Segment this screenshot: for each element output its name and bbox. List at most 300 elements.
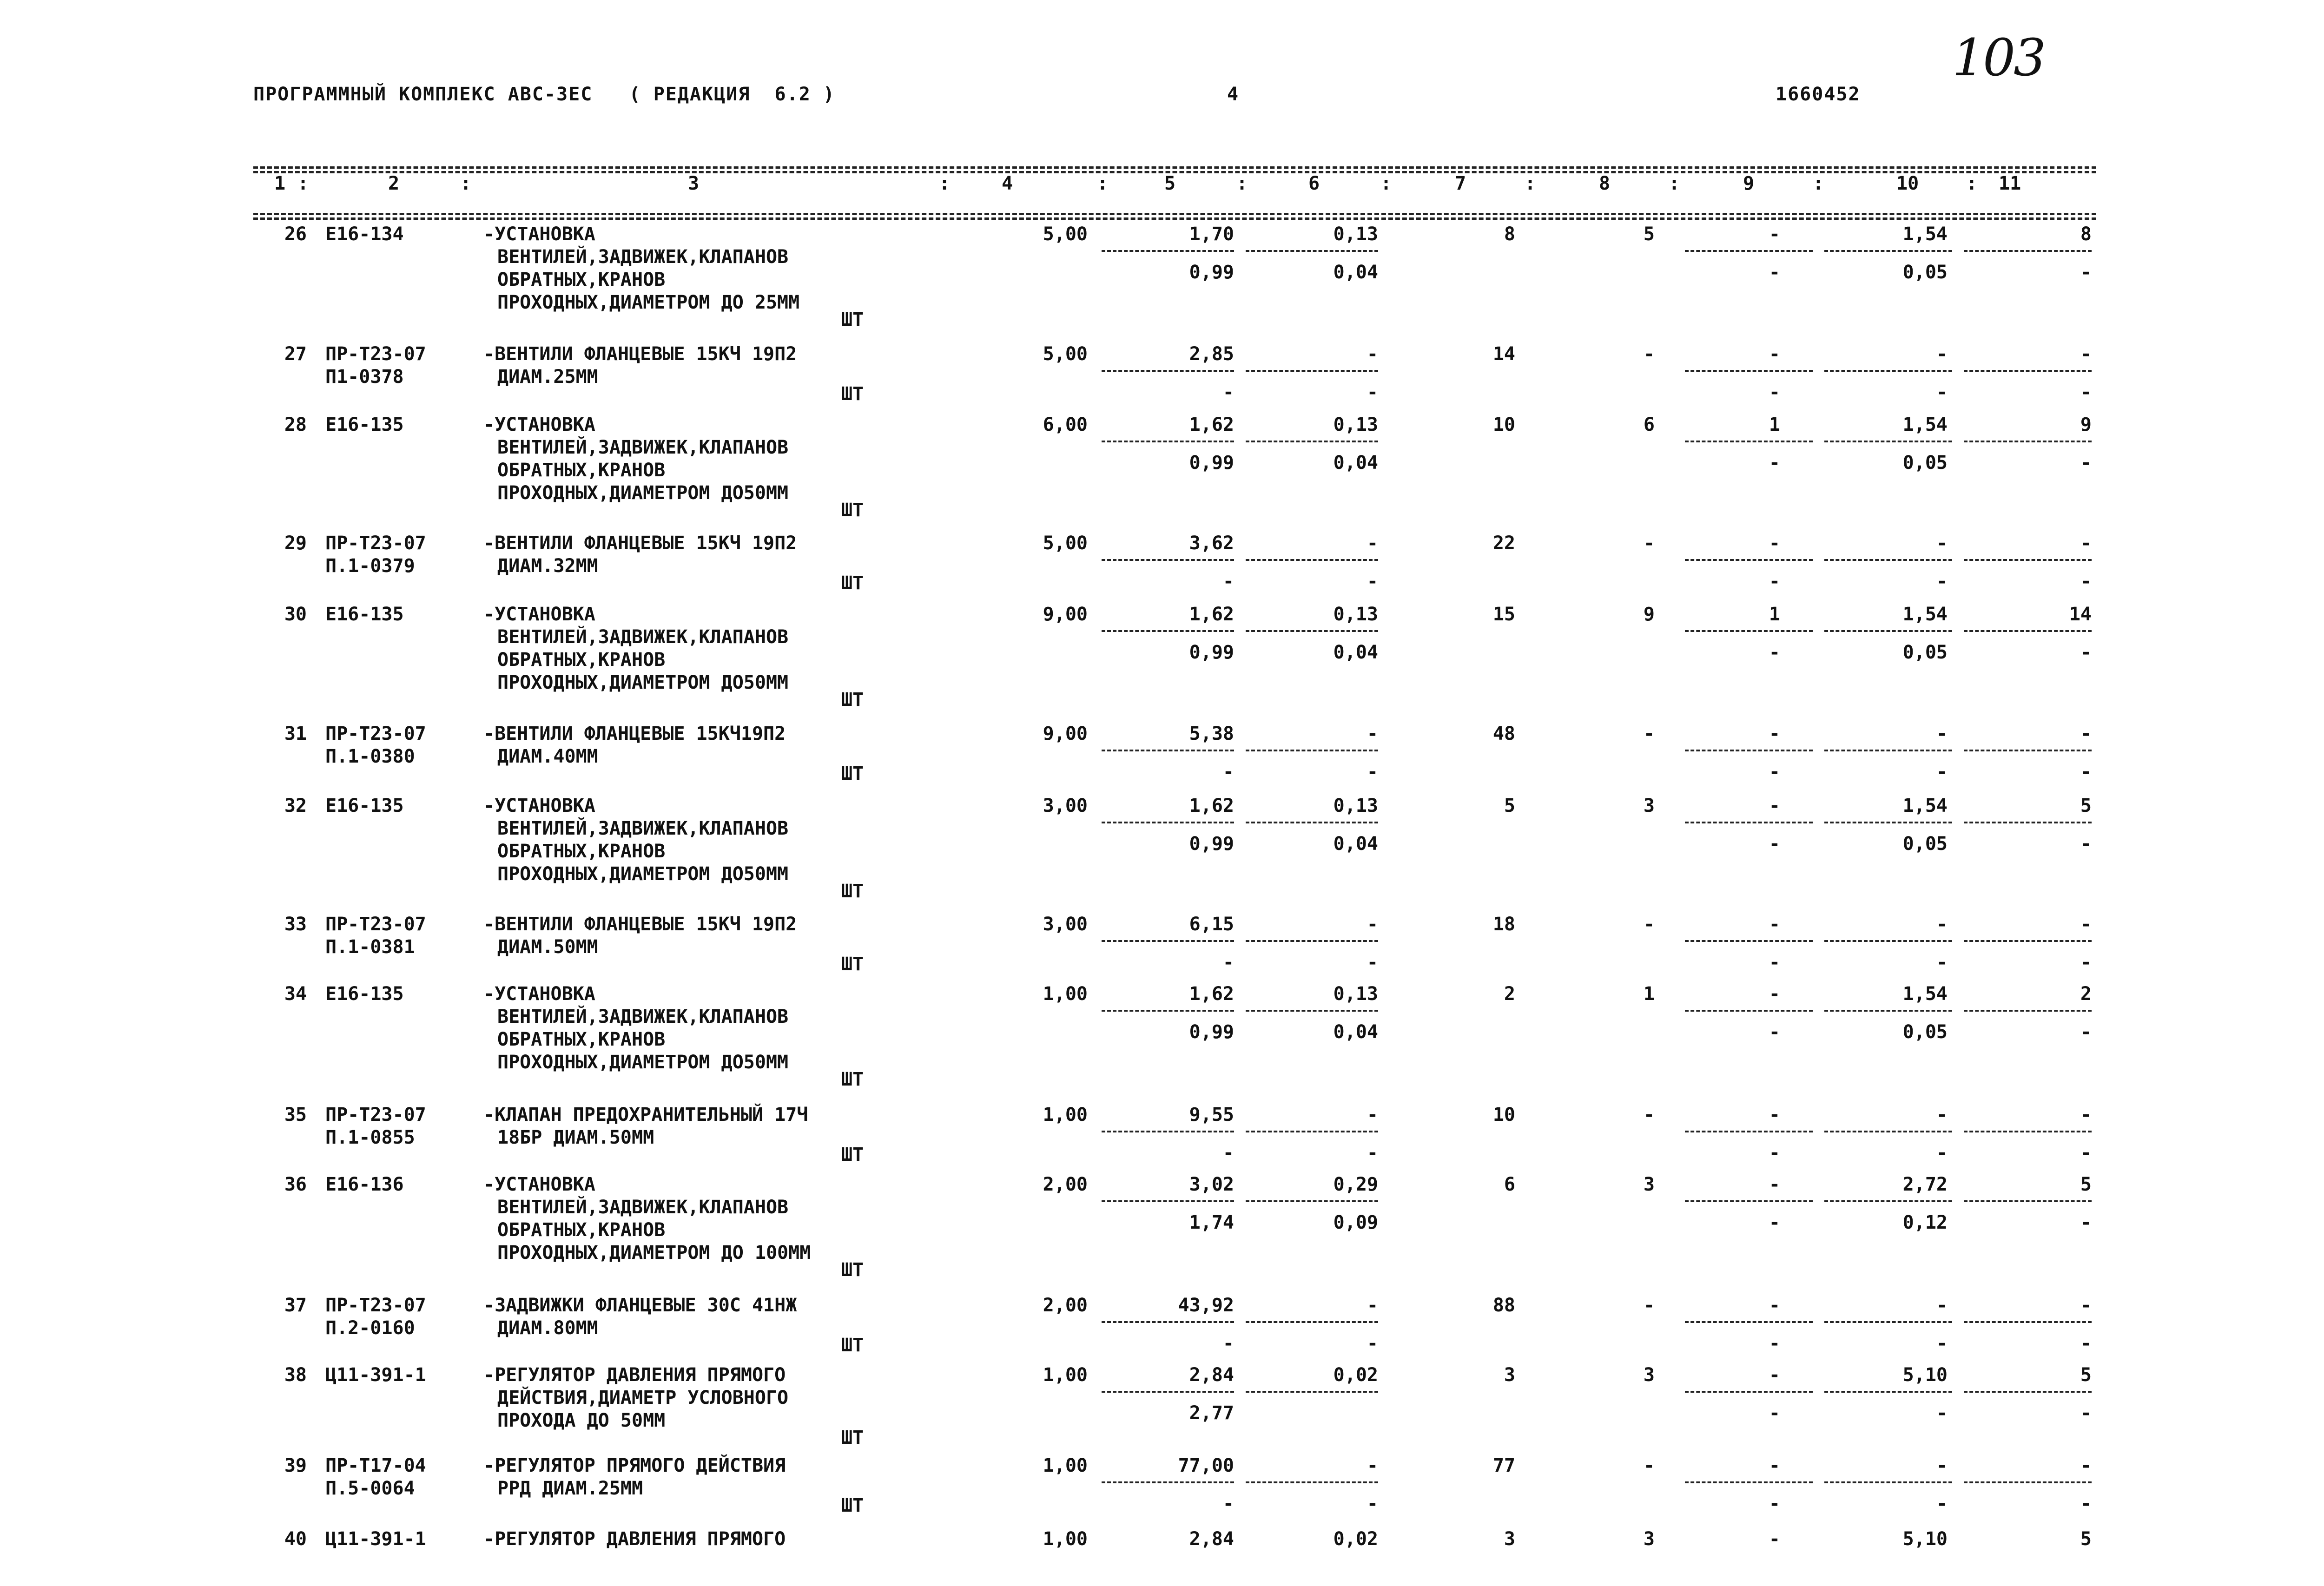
cell-underline <box>1964 750 2092 751</box>
cell-c7: 8 <box>1504 224 1515 245</box>
row-code: ПР-Т23-07 <box>325 914 426 935</box>
cell-c10: 1,54 <box>1902 414 1948 435</box>
subcell-c5: - <box>1222 382 1234 403</box>
cell-c4: 1,00 <box>1043 1104 1088 1125</box>
column-header-6: 6 <box>1308 173 1320 194</box>
cell-c9: - <box>1769 1295 1780 1316</box>
cell-c8: 5 <box>1643 224 1655 245</box>
row-description: ДИАМ.50ММ <box>497 936 598 958</box>
cell-underline <box>1685 370 1813 372</box>
cell-c4: 2,00 <box>1043 1295 1088 1316</box>
row-code: Е16-135 <box>325 795 404 816</box>
cell-underline <box>1685 1481 1813 1483</box>
row-description: ВЕНТИЛЕЙ,ЗАДВИЖЕК,КЛАПАНОВ <box>497 818 789 839</box>
cell-c5: 1,62 <box>1189 414 1234 435</box>
row-unit: ШТ <box>841 763 864 784</box>
cell-underline <box>1964 1131 2092 1132</box>
row-description: ВЕНТИЛЕЙ,ЗАДВИЖЕК,КЛАПАНОВ <box>497 1197 789 1218</box>
cell-underline <box>1824 370 1952 372</box>
cell-underline <box>1102 1200 1234 1202</box>
subcell-c9: - <box>1769 761 1780 783</box>
cell-c6: 0,02 <box>1333 1364 1378 1386</box>
row-description: ВЕНТИЛЕЙ,ЗАДВИЖЕК,КЛАПАНОВ <box>497 437 789 458</box>
cell-underline <box>1246 1010 1378 1012</box>
row-description: ВЕНТИЛЕЙ,ЗАДВИЖЕК,КЛАПАНОВ <box>497 626 789 648</box>
row-number: 36 <box>284 1174 307 1195</box>
row-description: ДИАМ.40ММ <box>497 746 598 767</box>
row-description: ДИАМ.25ММ <box>497 366 598 388</box>
cell-c10: - <box>1936 1104 1948 1125</box>
column-separator: : <box>939 173 951 194</box>
cell-underline <box>1824 1131 1952 1132</box>
subcell-c10: 0,05 <box>1902 833 1948 855</box>
cell-c8: 3 <box>1643 1528 1655 1550</box>
row-number: 33 <box>284 914 307 935</box>
row-code: П.2-0160 <box>325 1317 415 1339</box>
row-code: П.1-0379 <box>325 555 415 577</box>
cell-c6: - <box>1367 1104 1378 1125</box>
column-separator: : <box>460 173 472 194</box>
cell-underline <box>1964 559 2092 561</box>
cell-c9: - <box>1769 723 1780 744</box>
subcell-c9: - <box>1769 262 1780 283</box>
row-description: ПРОХОДА ДО 50ММ <box>497 1410 666 1431</box>
subcell-c6: - <box>1367 1493 1378 1514</box>
cell-c5: 77,00 <box>1178 1455 1234 1476</box>
cell-c10: 1,54 <box>1902 604 1948 625</box>
cell-c4: 9,00 <box>1043 604 1088 625</box>
cell-c5: 2,84 <box>1189 1528 1234 1550</box>
cell-c8: 9 <box>1643 604 1655 625</box>
cell-c4: 1,00 <box>1043 1455 1088 1476</box>
cell-c7: 14 <box>1492 343 1515 365</box>
cell-underline <box>1685 441 1813 442</box>
subcell-c10: - <box>1936 1402 1948 1424</box>
subcell-c5: 1,74 <box>1189 1212 1234 1233</box>
cell-underline <box>1964 250 2092 252</box>
subcell-c11: - <box>2080 1493 2092 1514</box>
cell-c11: - <box>2080 1295 2092 1316</box>
cell-underline <box>1824 250 1952 252</box>
row-number: 38 <box>284 1364 307 1386</box>
subcell-c10: - <box>1936 1142 1948 1164</box>
cell-c5: 43,92 <box>1178 1295 1234 1316</box>
column-header-10: 10 <box>1896 173 1919 194</box>
subcell-c6: 0,04 <box>1333 452 1378 474</box>
subcell-c5: 2,77 <box>1189 1402 1234 1424</box>
cell-c9: - <box>1769 795 1780 816</box>
cell-c6: 0,13 <box>1333 795 1378 816</box>
row-code: Ц11-391-1 <box>325 1364 426 1386</box>
cell-underline <box>1964 630 2092 632</box>
row-code: Е16-135 <box>325 414 404 435</box>
row-unit: ШТ <box>841 881 864 902</box>
cell-c8: - <box>1643 343 1655 365</box>
row-description: ОБРАТНЫХ,КРАНОВ <box>497 1029 666 1050</box>
cell-underline <box>1246 940 1378 942</box>
subcell-c10: 0,05 <box>1902 452 1948 474</box>
subcell-c11: - <box>2080 761 2092 783</box>
row-code: ПР-Т17-04 <box>325 1455 426 1476</box>
row-code: Е16-135 <box>325 604 404 625</box>
cell-c5: 2,84 <box>1189 1364 1234 1386</box>
cell-underline <box>1246 750 1378 751</box>
subcell-c9: - <box>1769 952 1780 973</box>
cell-c11: - <box>2080 914 2092 935</box>
column-header-11: 11 <box>1999 173 2021 194</box>
cell-c7: 2 <box>1504 983 1515 1005</box>
cell-underline <box>1824 1481 1952 1483</box>
subcell-c5: - <box>1222 1142 1234 1164</box>
cell-c5: 1,62 <box>1189 604 1234 625</box>
subcell-c5: - <box>1222 1493 1234 1514</box>
cell-c5: 6,15 <box>1189 914 1234 935</box>
document-code: 1660452 <box>1776 84 1861 105</box>
column-header-8: 8 <box>1599 173 1611 194</box>
cell-underline <box>1824 1391 1952 1393</box>
cell-c11: 5 <box>2080 1174 2092 1195</box>
cell-c7: 22 <box>1492 533 1515 554</box>
row-number: 31 <box>284 723 307 744</box>
cell-underline <box>1246 1481 1378 1483</box>
cell-c7: 3 <box>1504 1528 1515 1550</box>
subcell-c10: - <box>1936 1333 1948 1354</box>
cell-c11: - <box>2080 1104 2092 1125</box>
subcell-c6: - <box>1367 382 1378 403</box>
cell-c6: 0,13 <box>1333 604 1378 625</box>
subcell-c11: - <box>2080 1402 2092 1424</box>
cell-underline <box>1246 1391 1378 1393</box>
cell-underline <box>1102 1131 1234 1132</box>
cell-c6: - <box>1367 533 1378 554</box>
subcell-c11: - <box>2080 1021 2092 1043</box>
row-code: П.1-0381 <box>325 936 415 958</box>
table-top-rule <box>253 166 2096 169</box>
cell-c5: 1,62 <box>1189 983 1234 1005</box>
row-number: 39 <box>284 1455 307 1476</box>
subcell-c5: 0,99 <box>1189 262 1234 283</box>
row-description: ВЕНТИЛЕЙ,ЗАДВИЖЕК,КЛАПАНОВ <box>497 1006 789 1027</box>
cell-c9: - <box>1769 983 1780 1005</box>
cell-underline <box>1685 630 1813 632</box>
row-number: 28 <box>284 414 307 435</box>
cell-underline <box>1964 1391 2092 1393</box>
cell-underline <box>1824 1321 1952 1323</box>
subcell-c5: - <box>1222 1333 1234 1354</box>
subcell-c10: - <box>1936 571 1948 592</box>
handwritten-page-number: 103 <box>1952 28 2044 87</box>
cell-c5: 2,85 <box>1189 343 1234 365</box>
row-code: П.5-0064 <box>325 1478 415 1499</box>
row-description: ОБРАТНЫХ,КРАНОВ <box>497 1219 666 1241</box>
subcell-c11: - <box>2080 262 2092 283</box>
cell-c10: 1,54 <box>1902 224 1948 245</box>
subcell-c11: - <box>2080 952 2092 973</box>
column-header-3: 3 <box>688 173 700 194</box>
row-number: 32 <box>284 795 307 816</box>
row-number: 27 <box>284 343 307 365</box>
row-description: ПРОХОДНЫХ,ДИАМЕТРОМ ДО50ММ <box>497 482 789 504</box>
cell-underline <box>1102 1321 1234 1323</box>
cell-underline <box>1102 940 1234 942</box>
row-description: ДИАМ.32ММ <box>497 555 598 577</box>
cell-c9: - <box>1769 1364 1780 1386</box>
subcell-c9: - <box>1769 571 1780 592</box>
cell-c11: 5 <box>2080 1364 2092 1386</box>
cell-c8: 1 <box>1643 983 1655 1005</box>
row-description: -ЗАДВИЖКИ ФЛАНЦЕВЫЕ 30С 41НЖ <box>483 1295 797 1316</box>
cell-underline <box>1964 370 2092 372</box>
column-separator: : <box>1380 173 1392 194</box>
subcell-c9: - <box>1769 1402 1780 1424</box>
subcell-c6: - <box>1367 571 1378 592</box>
cell-c11: - <box>2080 1455 2092 1476</box>
subcell-c9: - <box>1769 452 1780 474</box>
cell-c4: 9,00 <box>1043 723 1088 744</box>
subcell-c10: - <box>1936 761 1948 783</box>
cell-c10: - <box>1936 914 1948 935</box>
subcell-c5: 0,99 <box>1189 833 1234 855</box>
row-unit: ШТ <box>841 1495 864 1516</box>
row-description: ПРОХОДНЫХ,ДИАМЕТРОМ ДО50ММ <box>497 863 789 885</box>
cell-c10: 1,54 <box>1902 795 1948 816</box>
row-code: Е16-136 <box>325 1174 404 1195</box>
cell-underline <box>1964 1481 2092 1483</box>
cell-c6: - <box>1367 1295 1378 1316</box>
cell-c10: - <box>1936 1295 1948 1316</box>
row-description: ПРОХОДНЫХ,ДИАМЕТРОМ ДО 25ММ <box>497 292 800 313</box>
cell-c4: 3,00 <box>1043 914 1088 935</box>
cell-c10: 1,54 <box>1902 983 1948 1005</box>
column-header-4: 4 <box>1002 173 1013 194</box>
row-description: ДЕЙСТВИЯ,ДИАМЕТР УСЛОВНОГО <box>497 1387 789 1408</box>
cell-c8: - <box>1643 1455 1655 1476</box>
row-unit: ШТ <box>841 500 864 521</box>
cell-c5: 5,38 <box>1189 723 1234 744</box>
subcell-c11: - <box>2080 1142 2092 1164</box>
row-number: 29 <box>284 533 307 554</box>
row-description: -УСТАНОВКА <box>483 983 595 1005</box>
cell-underline <box>1246 250 1378 252</box>
cell-c8: - <box>1643 533 1655 554</box>
cell-c9: - <box>1769 914 1780 935</box>
row-unit: ШТ <box>841 689 864 711</box>
cell-underline <box>1824 822 1952 823</box>
subcell-c5: - <box>1222 571 1234 592</box>
cell-c6: 0,29 <box>1333 1174 1378 1195</box>
cell-c7: 3 <box>1504 1364 1515 1386</box>
cell-c5: 1,70 <box>1189 224 1234 245</box>
cell-c11: - <box>2080 343 2092 365</box>
cell-underline <box>1824 940 1952 942</box>
row-unit: ШТ <box>841 1335 864 1356</box>
subcell-c10: 0,12 <box>1902 1212 1948 1233</box>
cell-c11: 2 <box>2080 983 2092 1005</box>
cell-c7: 6 <box>1504 1174 1515 1195</box>
subcell-c6: 0,09 <box>1333 1212 1378 1233</box>
column-header-7: 7 <box>1455 173 1466 194</box>
cell-underline <box>1246 1131 1378 1132</box>
cell-underline <box>1685 1131 1813 1132</box>
subcell-c5: 0,99 <box>1189 1021 1234 1043</box>
cell-c10: - <box>1936 533 1948 554</box>
cell-c5: 3,02 <box>1189 1174 1234 1195</box>
row-code: П.1-0855 <box>325 1127 415 1148</box>
cell-underline <box>1246 370 1378 372</box>
cell-c9: - <box>1769 1528 1780 1550</box>
cell-underline <box>1964 1321 2092 1323</box>
row-number: 35 <box>284 1104 307 1125</box>
cell-c11: 8 <box>2080 224 2092 245</box>
cell-underline <box>1824 559 1952 561</box>
cell-c6: 0,02 <box>1333 1528 1378 1550</box>
header-bottom-rule-2 <box>253 217 2096 220</box>
cell-underline <box>1685 1200 1813 1202</box>
cell-underline <box>1102 750 1234 751</box>
subcell-c11: - <box>2080 833 2092 855</box>
row-description: -УСТАНОВКА <box>483 795 595 816</box>
subcell-c10: - <box>1936 382 1948 403</box>
subcell-c6: - <box>1367 952 1378 973</box>
cell-c11: 5 <box>2080 795 2092 816</box>
row-description: -УСТАНОВКА <box>483 604 595 625</box>
cell-underline <box>1824 630 1952 632</box>
cell-c8: 3 <box>1643 1174 1655 1195</box>
row-unit: ШТ <box>841 309 864 330</box>
header-bottom-rule <box>253 213 2096 215</box>
row-description: ПРОХОДНЫХ,ДИАМЕТРОМ ДО50ММ <box>497 672 789 693</box>
subcell-c9: - <box>1769 1333 1780 1354</box>
row-description: 18БР ДИАМ.50ММ <box>497 1127 654 1148</box>
cell-c10: 5,10 <box>1902 1528 1948 1550</box>
subcell-c11: - <box>2080 642 2092 663</box>
row-description: -РЕГУЛЯТОР ДАВЛЕНИЯ ПРЯМОГО <box>483 1528 786 1550</box>
row-description: -УСТАНОВКА <box>483 224 595 245</box>
cell-c9: - <box>1769 1174 1780 1195</box>
cell-c6: 0,13 <box>1333 983 1378 1005</box>
column-separator: : <box>1236 173 1248 194</box>
cell-c5: 9,55 <box>1189 1104 1234 1125</box>
column-separator: : <box>1966 173 1978 194</box>
cell-underline <box>1102 1391 1234 1393</box>
subcell-c6: - <box>1367 761 1378 783</box>
cell-c11: 14 <box>2069 604 2092 625</box>
column-separator: : <box>1813 173 1824 194</box>
row-description: -ВЕНТИЛИ ФЛАНЦЕВЫЕ 15КЧ 19П2 <box>483 914 797 935</box>
cell-c6: 0,13 <box>1333 414 1378 435</box>
cell-c7: 10 <box>1492 414 1515 435</box>
row-unit: ШТ <box>841 1427 864 1448</box>
subcell-c5: 0,99 <box>1189 452 1234 474</box>
cell-c6: - <box>1367 723 1378 744</box>
row-unit: ШТ <box>841 954 864 975</box>
cell-c10: 5,10 <box>1902 1364 1948 1386</box>
subcell-c6: 0,04 <box>1333 642 1378 663</box>
cell-c7: 88 <box>1492 1295 1515 1316</box>
cell-underline <box>1824 1010 1952 1012</box>
subcell-c5: - <box>1222 761 1234 783</box>
column-separator: : <box>1525 173 1536 194</box>
row-description: -РЕГУЛЯТОР ДАВЛЕНИЯ ПРЯМОГО <box>483 1364 786 1386</box>
cell-c4: 5,00 <box>1043 224 1088 245</box>
cell-underline <box>1685 750 1813 751</box>
row-description: -РЕГУЛЯТОР ПРЯМОГО ДЕЙСТВИЯ <box>483 1455 786 1476</box>
row-unit: ШТ <box>841 383 864 405</box>
cell-c7: 15 <box>1492 604 1515 625</box>
subcell-c9: - <box>1769 1142 1780 1164</box>
cell-c8: 3 <box>1643 1364 1655 1386</box>
cell-c11: 5 <box>2080 1528 2092 1550</box>
column-header-5: 5 <box>1164 173 1176 194</box>
cell-underline <box>1964 441 2092 442</box>
cell-c11: - <box>2080 533 2092 554</box>
cell-underline <box>1246 559 1378 561</box>
column-separator: : <box>1097 173 1109 194</box>
subcell-c11: - <box>2080 571 2092 592</box>
cell-c4: 2,00 <box>1043 1174 1088 1195</box>
cell-c9: 1 <box>1769 604 1780 625</box>
cell-c8: 3 <box>1643 795 1655 816</box>
row-number: 26 <box>284 224 307 245</box>
cell-c8: - <box>1643 1295 1655 1316</box>
cell-c4: 5,00 <box>1043 533 1088 554</box>
subcell-c5: 0,99 <box>1189 642 1234 663</box>
cell-underline <box>1102 630 1234 632</box>
cell-underline <box>1102 822 1234 823</box>
row-code: ПР-Т23-07 <box>325 723 426 744</box>
row-number: 40 <box>284 1528 307 1550</box>
row-code: ПР-Т23-07 <box>325 343 426 365</box>
row-code: Е16-134 <box>325 224 404 245</box>
row-description: ДИАМ.80ММ <box>497 1317 598 1339</box>
cell-c4: 1,00 <box>1043 1364 1088 1386</box>
column-header-2: 2 <box>388 173 400 194</box>
cell-c10: - <box>1936 343 1948 365</box>
cell-underline <box>1685 250 1813 252</box>
subcell-c9: - <box>1769 1021 1780 1043</box>
row-code: Е16-135 <box>325 983 404 1005</box>
cell-c4: 1,00 <box>1043 1528 1088 1550</box>
cell-c6: - <box>1367 1455 1378 1476</box>
subcell-c9: - <box>1769 1212 1780 1233</box>
subcell-c11: - <box>2080 1333 2092 1354</box>
row-description: -УСТАНОВКА <box>483 1174 595 1195</box>
row-unit: ШТ <box>841 1069 864 1090</box>
subcell-c6: 0,04 <box>1333 262 1378 283</box>
subcell-c11: - <box>2080 1212 2092 1233</box>
cell-c9: - <box>1769 343 1780 365</box>
cell-underline <box>1246 822 1378 823</box>
row-code: Ц11-391-1 <box>325 1528 426 1550</box>
cell-c9: 1 <box>1769 414 1780 435</box>
cell-c10: - <box>1936 1455 1948 1476</box>
cell-c9: - <box>1769 1104 1780 1125</box>
row-unit: ШТ <box>841 1259 864 1281</box>
subcell-c10: 0,05 <box>1902 1021 1948 1043</box>
cell-underline <box>1964 940 2092 942</box>
cell-c9: - <box>1769 533 1780 554</box>
cell-underline <box>1246 630 1378 632</box>
subcell-c6: - <box>1367 1333 1378 1354</box>
subcell-c9: - <box>1769 642 1780 663</box>
row-number: 30 <box>284 604 307 625</box>
row-description: РРД ДИАМ.25ММ <box>497 1478 643 1499</box>
row-number: 34 <box>284 983 307 1005</box>
cell-c11: - <box>2080 723 2092 744</box>
cell-c4: 5,00 <box>1043 343 1088 365</box>
program-header: ПРОГРАММНЫЙ КОМПЛЕКС АВС-ЗЕС ( РЕДАКЦИЯ 6.2 ) <box>253 84 835 105</box>
row-description: -УСТАНОВКА <box>483 414 595 435</box>
